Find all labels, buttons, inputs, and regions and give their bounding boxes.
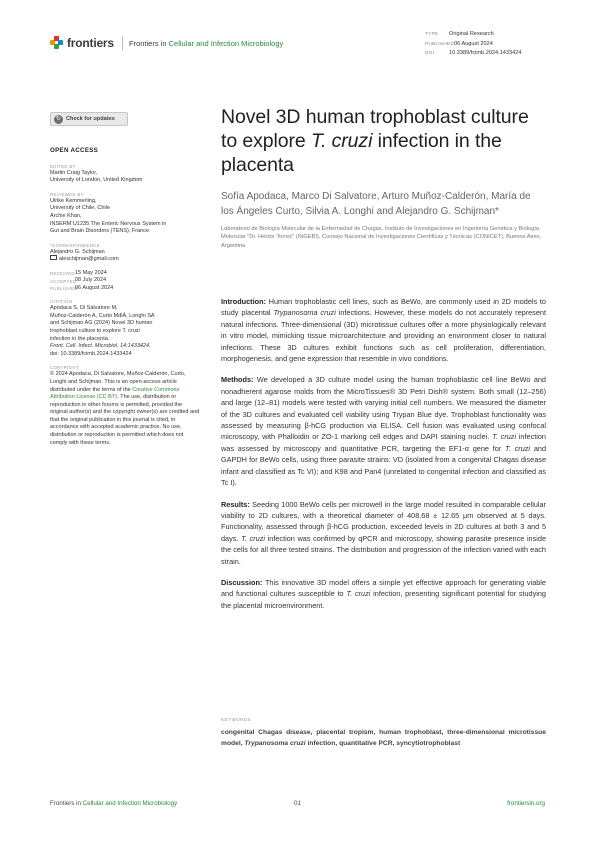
discussion-heading: Discussion:: [221, 577, 263, 587]
frontiers-logo[interactable]: [50, 36, 114, 50]
page-header: [50, 31, 545, 56]
citation-line: infection in the placenta.: [50, 335, 110, 342]
citation-line: Front. Cell. Infect. Microbiol. 14:1433424.: [50, 343, 151, 350]
keywords-part: congenital Chagas disease, placental tropism, human trophoblast, three-dimensional microtissue model,: [221, 729, 546, 747]
abstract: [221, 296, 546, 621]
check-for-updates-button[interactable]: [50, 112, 128, 126]
doi-value[interactable]: 10.3389/fcimb.2024.1433424: [449, 50, 522, 56]
published-label: PUBLISHED: [50, 285, 78, 291]
citation-line: Muñoz-Calderón A, Curto MdlÁ, Longhi SA: [50, 312, 155, 319]
journal-prefix: Frontiers in: [129, 39, 169, 48]
reviewer-line: Gut and Brain Disorders (TENS), France: [50, 228, 150, 235]
edited-by-block: [50, 163, 200, 185]
received-label: RECEIVED: [50, 271, 75, 277]
received-value: 15 May 2024: [75, 269, 107, 276]
editor-line: Martin Craig Taylor,: [50, 169, 98, 176]
journal-title[interactable]: [129, 39, 283, 48]
accepted-value: 08 July 2024: [75, 277, 107, 284]
correspondence-email[interactable]: aleschijman@gmail.com: [59, 256, 119, 263]
reviewer-line: Archie Khan,: [50, 212, 82, 219]
title-part-a: Novel 3D human trophoblast culture to explore: [221, 106, 529, 152]
copyright-label: COPYRIGHT: [50, 365, 79, 371]
abstract-text: Human trophoblastic cell lines, such as BeWo, are commonly used in 2D models to study placental: [221, 297, 546, 318]
abstract-discussion: [221, 577, 546, 611]
article-meta: [425, 30, 545, 59]
correspondence-name: Alejandro G. Schijman: [50, 248, 105, 255]
results-heading: Results:: [221, 499, 250, 509]
title-italic: T. cruzi: [310, 130, 373, 152]
correspondence-block: [50, 242, 200, 264]
methods-heading: Methods:: [221, 375, 254, 385]
keywords-text: [221, 728, 546, 749]
open-access-label: OPEN ACCESS: [50, 147, 99, 154]
citation-line: Apodaca S, Di Salvatore M,: [50, 305, 118, 312]
abstract-text: and GAPDH for BeWo cells, using three parasite strains: VD (isolated from a congenital Chagas disease infant and classified as Tc VI); and K98 and Pan4 (unrelated to congenital infection and classified as Tc I).: [221, 443, 547, 488]
abstract-italic: T. cruzi: [241, 533, 265, 543]
copyright-text-a: © 2024 Apodaca, Di Salvatore, Muñoz-Calderón, Curto, Longhi and Schijman. This is an open-access article distributed under the terms of the: [50, 371, 186, 393]
edited-by-label: EDITED BY: [50, 163, 76, 169]
abstract-italic: T. cruzi: [492, 432, 517, 442]
abstract-introduction: [221, 296, 546, 364]
keywords-part: infection, quantitative PCR, syncytiotrophoblast: [305, 739, 461, 747]
reviewer-line: University of Chile, Chile: [50, 205, 110, 212]
correspondence-email-line[interactable]: [50, 256, 200, 264]
citation-block: [50, 298, 200, 358]
abstract-italic: Trypanosoma cruzi: [273, 308, 336, 318]
keywords-italic: Trypanosoma cruzi: [244, 739, 306, 747]
abstract-italic: T. cruzi: [505, 443, 531, 453]
citation-label: CITATION: [50, 299, 73, 305]
keywords-label: KEYWORDS: [221, 717, 251, 722]
doi-label: DOI: [425, 51, 435, 56]
article-title: [221, 105, 546, 177]
introduction-heading: Introduction:: [221, 297, 266, 306]
keywords-block: [221, 717, 546, 749]
reviewer-line: INSERM U1235 The Enteric Nervous System in: [50, 220, 167, 227]
abstract-methods: [221, 374, 546, 488]
type-label: TYPE: [425, 32, 439, 37]
site-link[interactable]: frontiersin.org: [507, 800, 545, 807]
copyright-block: [50, 364, 200, 447]
abstract-text: infection was confirmed by qPCR and microscopy, showing parasite presence inside the cells for all three tested strains. The distribution and progression of the infection varied with each strain.: [221, 533, 547, 566]
abstract-results: [221, 499, 546, 567]
article-sidebar: [50, 147, 200, 453]
editor-line: University of London, United Kingdom: [50, 177, 143, 184]
type-value: Original Research: [449, 31, 494, 37]
reviewed-by-block: [50, 191, 200, 236]
journal-name: Cellular and Infection Microbiology: [168, 39, 284, 48]
reviewer-line: Ulrike Kemmerling,: [50, 197, 97, 204]
abstract-italic: T. cruzi: [346, 589, 371, 599]
published-value: 06 August 2024: [454, 40, 493, 47]
citation-line: trophoblast culture to explore T. cruzi: [50, 327, 140, 334]
envelope-icon: [50, 255, 57, 260]
page-number: 01: [294, 800, 301, 807]
license-link[interactable]: Creative Commons Attribution License (CC BY): [50, 386, 180, 401]
abstract-text: infection, presenting significant potential for studying the placental microenvironment.: [221, 589, 546, 610]
abstract-text: Seeding 1000 BeWo cells per microwell in the large model resulted in comparable cellular viability to 2D cultures, with a theoretical diameter of 408.68 ± 12.65 μm observed at 5 days. Functionality, assessed through β-hCG production, exceeded levels in 2D cultures at both 3 and 5 days.: [221, 499, 546, 543]
footer-journal-prefix: Frontiers in: [50, 800, 83, 807]
published-value: 06 August 2024: [75, 284, 114, 291]
abstract-text: This innovative 3D model offers a simple yet effective approach for generating viable and functional cultures susceptible to: [221, 577, 546, 599]
citation-line: and Schijman AG (2024) Novel 3D human: [50, 320, 153, 327]
citation-line: doi: 10.3389/fcimb.2024.1433424: [50, 350, 132, 357]
author-list: Sofía Apodaca, Marco Di Salvatore, Arturo Muñoz-Calderón, María de los Ángeles Curto, Silvia A. Longhi and Alejandro G. Schijman*: [221, 191, 531, 217]
reviewed-by-label: REVIEWED BY: [50, 191, 84, 197]
footer-journal-name: Cellular and Infection Microbiology: [82, 800, 178, 807]
copyright-text: [50, 371, 200, 447]
copyright-text-b: . The use, distribution or reproduction in other forums is permitted, provided the original author(s) and the copyright owner(s) are credited and that the original publication in this journal is cited, in accordance with accepted academic practice. No use, distribution or reproduction is permitted which does not comply with these terms.: [50, 394, 200, 446]
accepted-label: ACCEPTED: [50, 278, 77, 284]
page-footer: [50, 800, 545, 810]
frontiers-logo-icon: [50, 36, 64, 50]
affiliation: Laboratorio de Biología Molecular de la Enfermedad de Chagas, Instituto de Investigaciones en Ingeniería Genética y Biología Molecular "Dr. Héctor Torres" (INGEBI), Consejo Nacional de Investigaciones Científicas y Técnicas (CONICET), Buenos Aires, Argentina: [221, 226, 542, 249]
update-icon: ↻: [55, 115, 62, 122]
check-updates-label: Check for updates: [66, 116, 115, 122]
published-label: PUBLISHED: [425, 41, 454, 47]
dates-block: [50, 270, 200, 292]
abstract-text: infections. However, these models do not accurately represent natural infections. Three-dimensional (3D) microtissue cultures offer a more physiologically relevant in vitro model, mimicking tissue microarchitecture and providing an environment closer to natural infections. These 3D cultures exhibit functions such as cell proliferation, differentiation, morphogenesis, and gene expression that resemble in vivo conditions.: [221, 308, 546, 364]
article-heading: [221, 105, 546, 250]
abstract-text: We developed a 3D culture model using the human trophoblastic cell line BeWo and nonadherent agarose molds from the MicroTissues® 3D Petri Dish® system. Both small (12–256) and large (12–81) models were tested with varying initial cell numbers. We measured the diameter of the 3D cultures and evaluated cell viability using Trypan Blue dye. Trophoblast functionality was assessed by measuring β-hCG production via ELISA. Cell fusion was evaluated using confocal microscopy, with Phalloidin or ZO-1 marking cell edges and DAPI staining nuclei.: [221, 375, 546, 442]
header-divider: [122, 36, 123, 50]
brand-name: frontiers: [67, 36, 114, 50]
title-part-b: infection in the placenta: [221, 130, 502, 176]
abstract-text: infection was assessed by microscopy and quantitative PCR, targeting the EF1-α gene for: [221, 432, 546, 453]
correspondence-label: *CORRESPONDENCE: [50, 242, 100, 248]
